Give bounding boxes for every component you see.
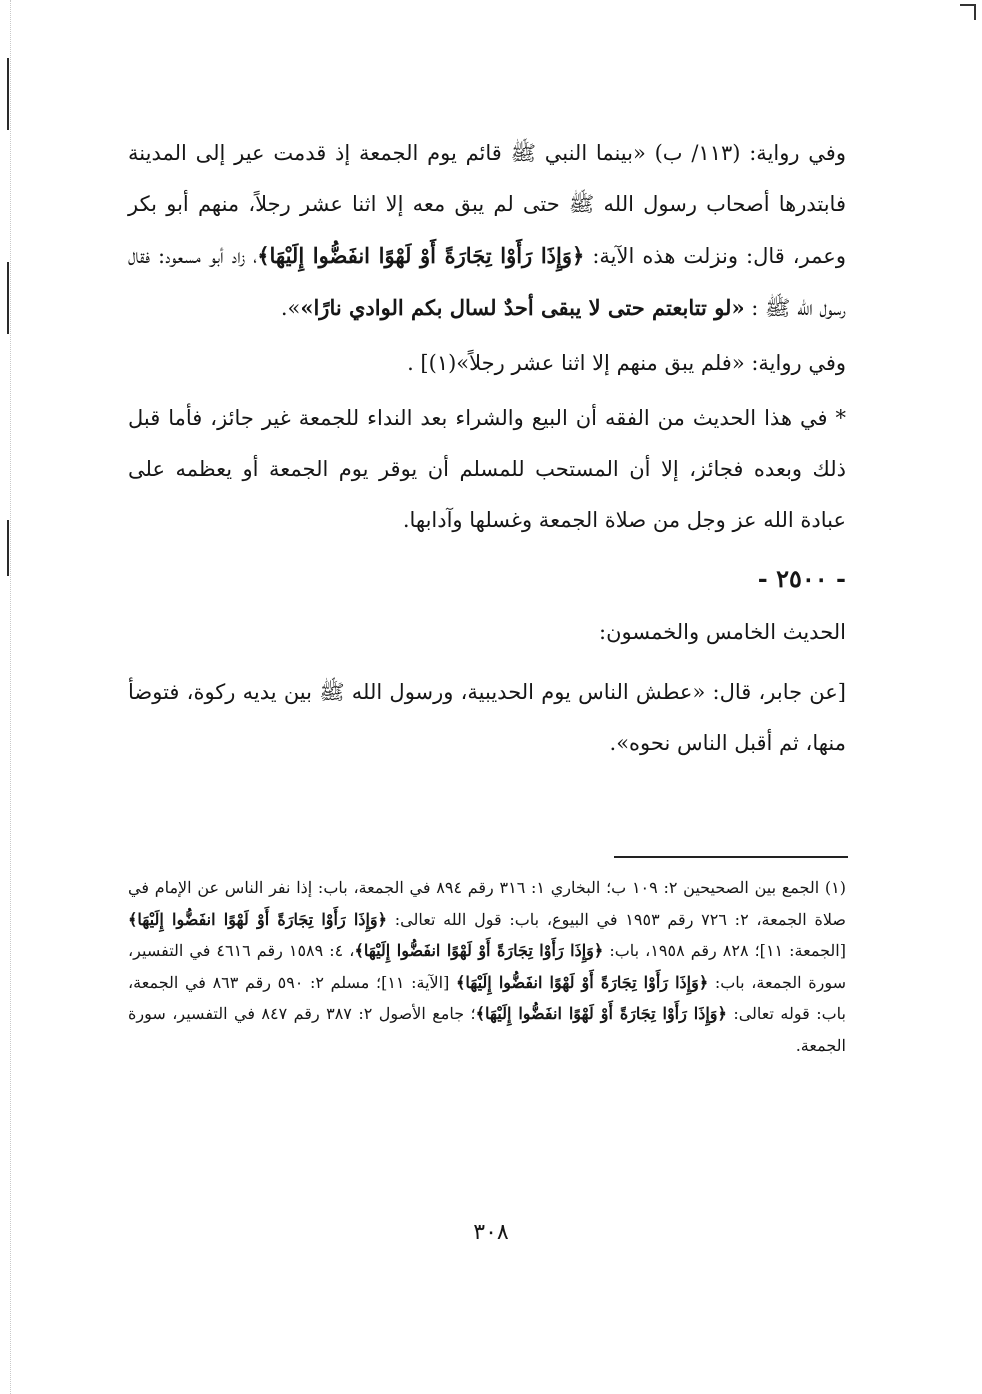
footnote-text: (١) الجمع بين الصحيحين ٢: ١٠٩ ب؛ البخاري ١: ٣١٦ رقم ٨٩٤ في الجمعة، باب: إذا نفر الناس عن الإمام في صلاة الجمعة، ٢: ٧٢٦ رقم ١٩٥٣ في البيوع، باب: قول الله تعالى: <box>128 878 847 929</box>
paragraph-narration <box>128 128 846 334</box>
quran-quote: ﴿وَإِذَا رَأَوْا تِجَارَةً أَوْ لَهْوًا انفَضُّوا إِلَيْهَا﴾ <box>354 941 604 960</box>
margin-mark <box>7 58 9 130</box>
quran-quote: ﴿وَإِذَا رَأَوْا تِجَارَةً أَوْ لَهْوًا انفَضُّوا إِلَيْهَا﴾ <box>128 909 388 929</box>
scan-edge <box>0 0 11 1394</box>
narration-text: ». <box>280 296 301 320</box>
footnote-rule <box>614 856 848 858</box>
page-body <box>128 128 846 769</box>
corner-mark <box>960 4 976 20</box>
prophet-quote: «لو تتابعتم حتى لا يبقى أحدٌ لسال بكم الوادي نارًا» <box>300 295 745 320</box>
narration-text: وفي رواية: (١١٣/ ب) «بينما النبي ﷺ قائم يوم الجمعة إذ قدمت عير إلى المدينة فابتدرها أصحاب رسول الله ﷺ حتى لم يبق معه إلا اثنا عشر رجلاً، منهم أبو بكر وعمر، قال: ونزلت هذه الآية: <box>128 141 846 268</box>
hadith-separator: - ٢٥٠٠ - <box>757 564 846 593</box>
section-title: الحديث الخامس والخمسون: <box>599 620 846 644</box>
paragraph-fiqh: * في هذا الحديث من الفقه أن البيع والشراء بعد النداء للجمعة غير جائز، فأما قبل ذلك وبعده فجائز، إلا أن المستحب للمسلم أن يوقر يوم الجمعة أو يعظمه على عبادة الله عز وجل من صلاة الجمعة وغسلها وآدابها. <box>128 406 846 532</box>
paragraph-hadith: [عن جابر، قال: «عطش الناس يوم الحديبية، ورسول الله ﷺ بين يديه ركوة، فتوضأ منها، ثم أقبل الناس نحوه». <box>128 680 846 755</box>
footnote-text: [الآية: ١١]؛ مسلم ٢: ٥٩٠ رقم ٨٦٣ في الجمعة، باب: قوله تعالى: <box>128 972 847 1023</box>
quran-quote: ﴿وَإِذَا رَأَوْا تِجَارَةً أَوْ لَهْوًا انفَضُّوا إِلَيْهَا﴾ <box>455 972 709 992</box>
footnote <box>128 872 846 1061</box>
paragraph-alt-narration: وفي رواية: «فلم يبق منهم إلا اثنا عشر رجلاً»(١)] . <box>407 351 846 375</box>
footnote-text: [الجمعة: ١١]؛ ٨٢٨ رقم ١٩٥٨، باب: <box>603 941 846 960</box>
footnote-text: ، ٤: ١٥٨٩ رقم ٤٦١٦ في التفسير، سورة الجمعة، باب: <box>128 941 846 992</box>
margin-mark <box>7 262 9 334</box>
margin-mark <box>7 520 9 576</box>
quran-quote: ﴿وَإِذَا رَأَوْا تِجَارَةً أَوْ لَهْوًا انفَضُّوا إِلَيْهَا﴾ <box>475 1004 727 1023</box>
page-number: ٣٠٨ <box>473 1220 509 1245</box>
footnote-text: ؛ جامع الأصول ٢: ٣٨٧ رقم ٨٤٧ في التفسير، سورة الجمعة. <box>128 1004 846 1055</box>
narration-text: ، زاد أبو مسعود: فقال رسول الله ﷺ : <box>128 244 846 320</box>
quran-quote: ﴿وَإِذَا رَأَوْا تِجَارَةً أَوْ لَهْوًا انفَضُّوا إِلَيْهَا﴾ <box>257 243 585 268</box>
